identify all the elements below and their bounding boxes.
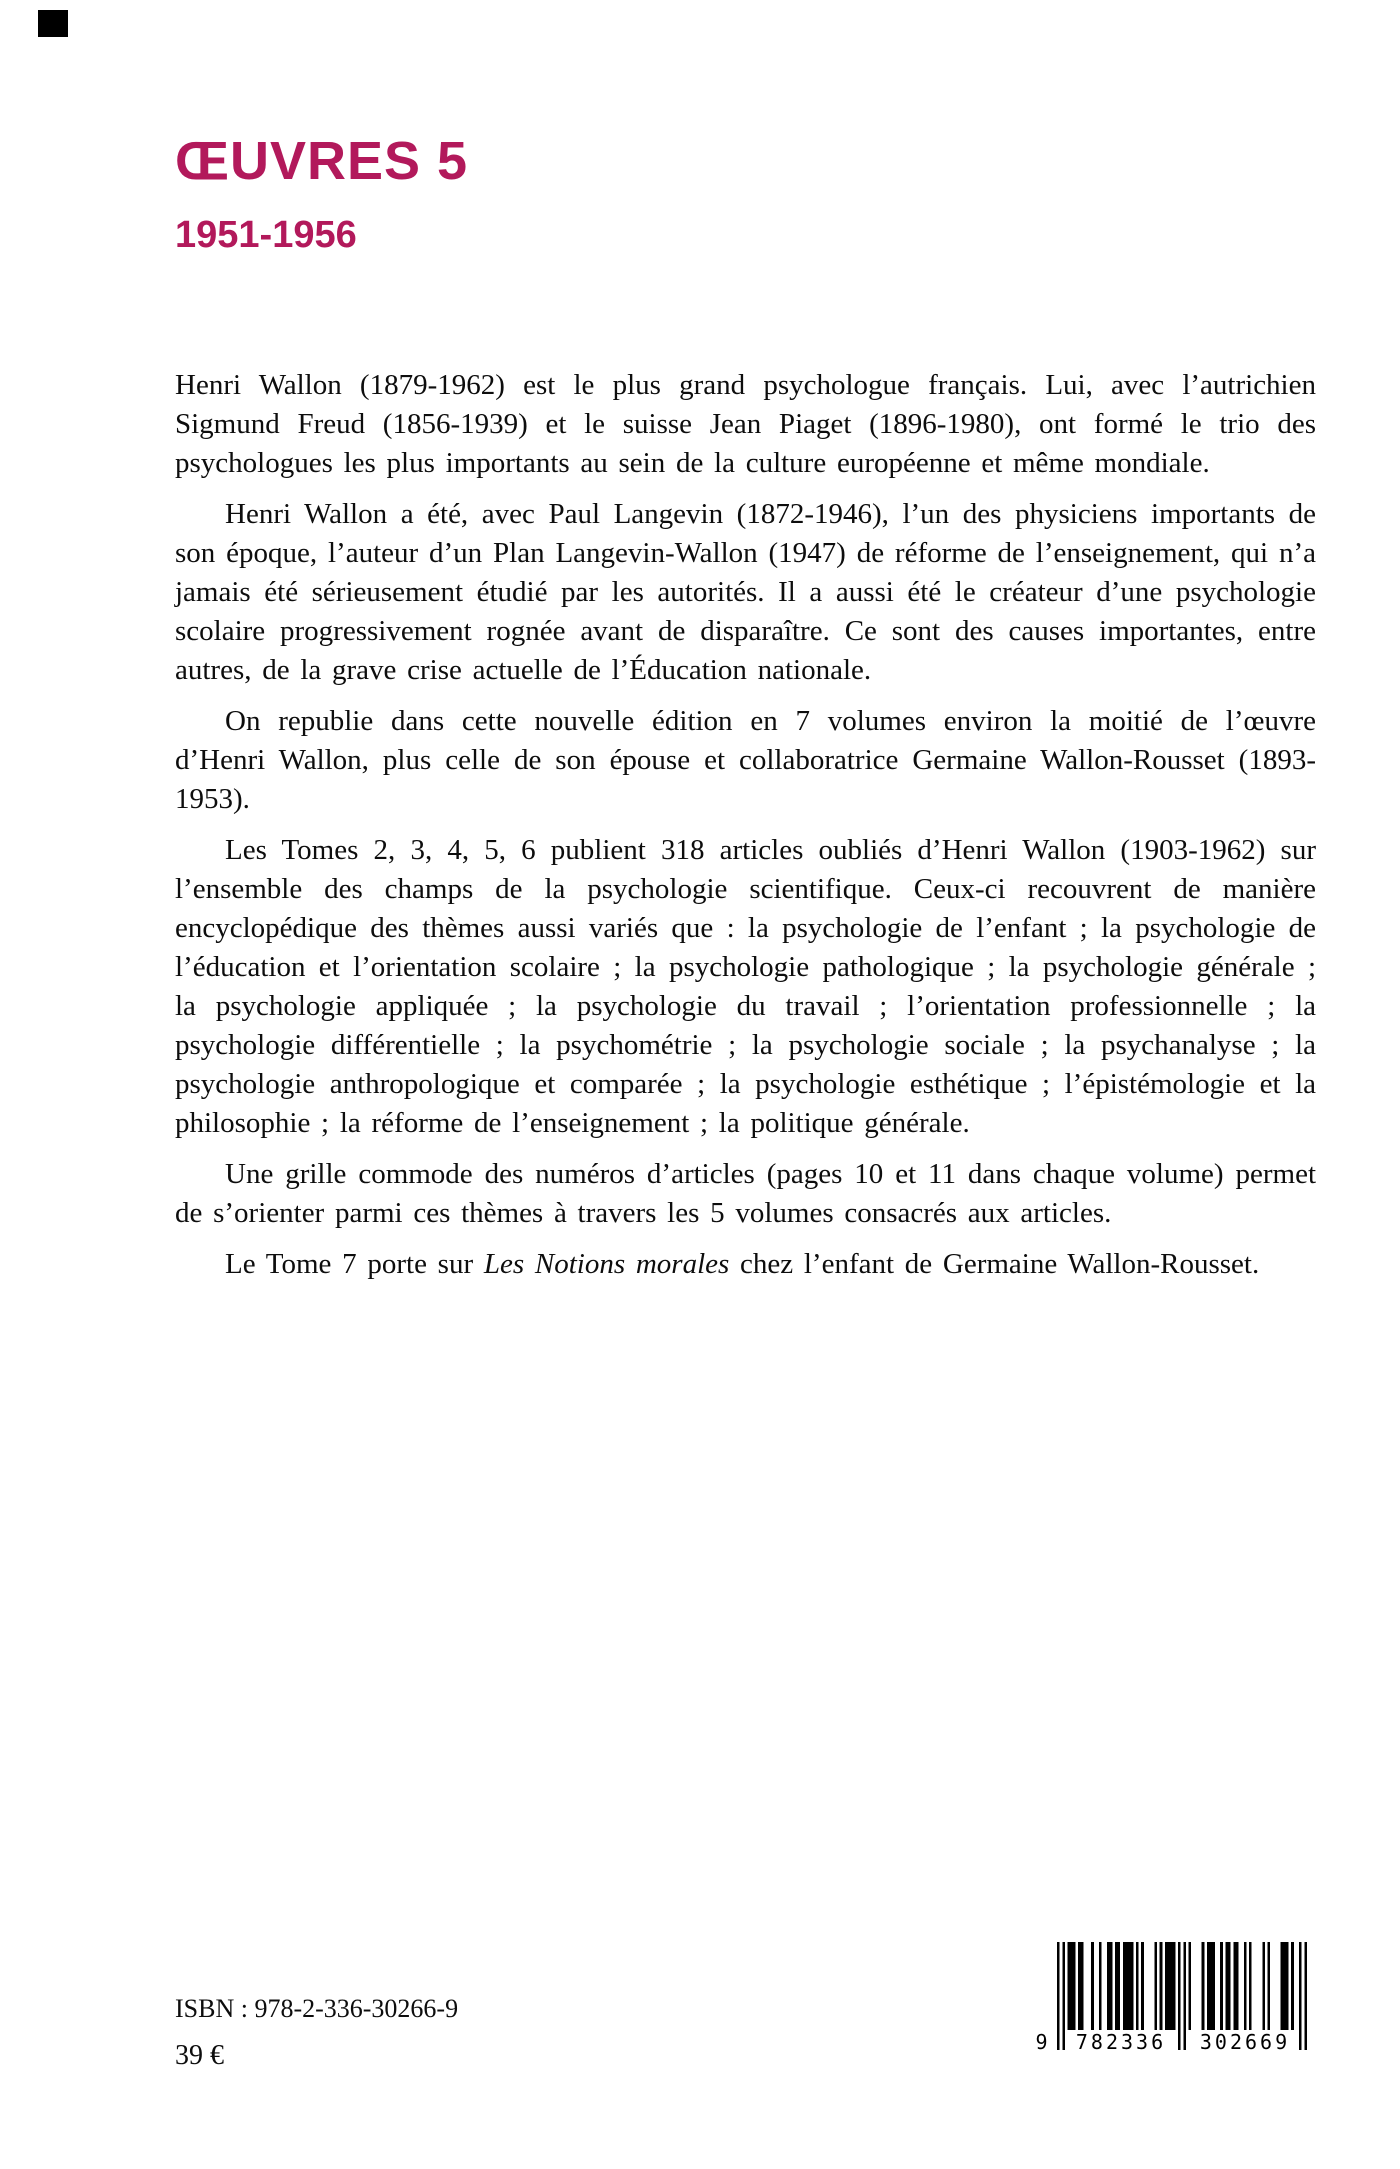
cover-content (175, 131, 1316, 1296)
paragraph: On republie dans cette nouvelle édition en 7 volumes environ la moitié de l’œuvre d’Henri Wallon, plus celle de son épouse et collaboratrice Germaine Wallon-Rousset (1893-1953). (175, 705, 1316, 815)
price-text: 39 € (175, 2040, 224, 2071)
page-title: ŒUVRES 5 (175, 131, 469, 191)
barcode-digit-group: 9 (1033, 2030, 1053, 2054)
registration-mark (38, 10, 68, 37)
paragraph: Le Tome 7 porte sur Les Notions morales chez l’enfant de Germaine Wallon-Rousset. (225, 1248, 1260, 1280)
barcode-digit-group: 302669 (1191, 2030, 1299, 2054)
isbn-text: ISBN : 978-2-336-30266-9 (175, 1994, 459, 2023)
barcode-digit-group: 782336 (1067, 2030, 1175, 2054)
paragraph: Henri Wallon a été, avec Paul Langevin (1872-1946), l’un des physiciens importants de son époque, l’auteur d’un Plan Langevin-Wallon (1947) de réforme de l’enseignement, qui n’a jamais été sérieusement étudié par les autorités. Il a aussi été le créateur d’une psychologie scolaire progressivement rognée avant de disparaître. Ce sont des causes importantes, entre autres, de la grave crise actuelle de l’Éducation nationale. (175, 498, 1316, 686)
paragraph: Une grille commode des numéros d’articles (pages 10 et 11 dans chaque volume) permet de s’orienter parmi ces thèmes à travers les 5 volumes consacrés aux articles. (175, 1158, 1316, 1229)
page-subtitle: 1951-1956 (175, 214, 357, 256)
description (175, 366, 1316, 1284)
barcode (1035, 1942, 1307, 2076)
paragraph: Henri Wallon (1879-1962) est le plus grand psychologue français. Lui, avec l’autrichien Sigmund Freud (1856-1939) et le suisse Jean Piaget (1896-1980), ont formé le trio des psychologues les plus importants au sein de la culture européenne et même mondiale. (175, 369, 1316, 479)
paragraph: Les Tomes 2, 3, 4, 5, 6 publient 318 articles oubliés d’Henri Wallon (1903-1962) sur l’ensemble des champs de la psychologie scientifique. Ceux-ci recouvrent de manière encyclopédique des thèmes aussi variés que : la psychologie de l’enfant ; la psychologie de l’éducation et l’orientation scolaire ; la psychologie pathologique ; la psychologie générale ; la psychologie appliquée ; la psychologie du travail ; l’orientation professionnelle ; la psychologie différentielle ; la psychométrie ; la psychologie sociale ; la psychanalyse ; la psychologie anthropologique et comparée ; la psychologie esthétique ; l’épistémologie et la philosophie ; la réforme de l’enseignement ; la politique générale. (175, 834, 1316, 1139)
